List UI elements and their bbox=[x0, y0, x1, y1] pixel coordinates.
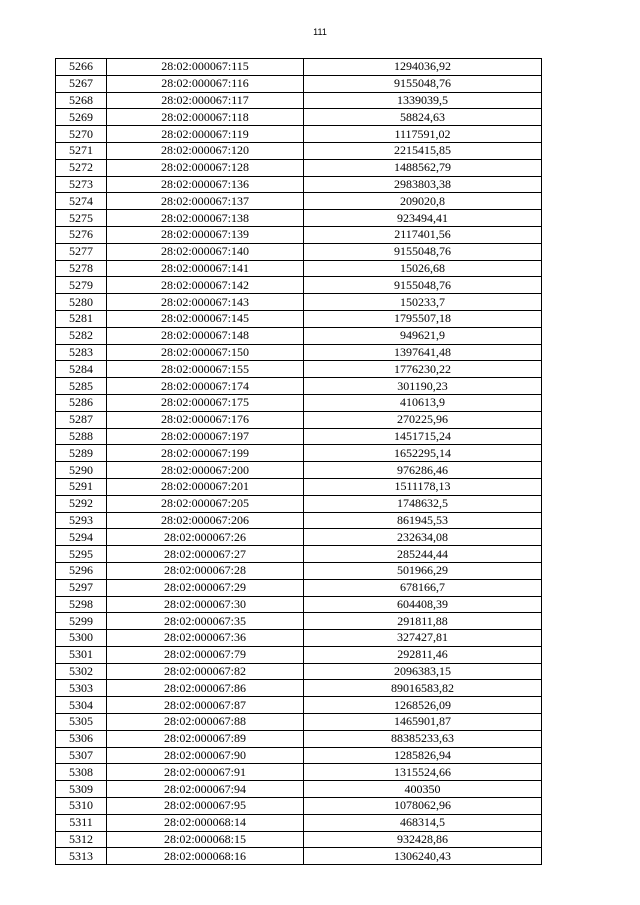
cadastral-number-cell: 28:02:000067:137 bbox=[107, 193, 304, 210]
cadastral-number-cell: 28:02:000067:199 bbox=[107, 445, 304, 462]
row-number-cell: 5276 bbox=[56, 226, 107, 243]
row-number-cell: 5282 bbox=[56, 327, 107, 344]
cadastral-value-cell: 58824,63 bbox=[304, 109, 542, 126]
cadastral-number-cell: 28:02:000067:36 bbox=[107, 630, 304, 647]
row-number-cell: 5311 bbox=[56, 814, 107, 831]
table-row bbox=[56, 613, 542, 630]
cadastral-value-cell: 1511178,13 bbox=[304, 478, 542, 495]
cadastral-number-cell: 28:02:000067:119 bbox=[107, 126, 304, 143]
cadastral-value-cell: 678166,7 bbox=[304, 579, 542, 596]
row-number-cell: 5281 bbox=[56, 310, 107, 327]
cadastral-number-cell: 28:02:000067:139 bbox=[107, 226, 304, 243]
cadastral-number-cell: 28:02:000067:26 bbox=[107, 529, 304, 546]
cadastral-number-cell: 28:02:000067:143 bbox=[107, 294, 304, 311]
row-number-cell: 5285 bbox=[56, 378, 107, 395]
cadastral-number-cell: 28:02:000067:35 bbox=[107, 613, 304, 630]
cadastral-number-cell: 28:02:000067:91 bbox=[107, 764, 304, 781]
row-number-cell: 5273 bbox=[56, 176, 107, 193]
cadastral-value-cell: 9155048,76 bbox=[304, 243, 542, 260]
cadastral-number-cell: 28:02:000067:141 bbox=[107, 260, 304, 277]
cadastral-number-cell: 28:02:000067:200 bbox=[107, 462, 304, 479]
row-number-cell: 5274 bbox=[56, 193, 107, 210]
cadastral-number-cell: 28:02:000067:136 bbox=[107, 176, 304, 193]
row-number-cell: 5306 bbox=[56, 730, 107, 747]
cadastral-number-cell: 28:02:000067:28 bbox=[107, 562, 304, 579]
cadastral-number-cell: 28:02:000068:16 bbox=[107, 848, 304, 865]
table-row bbox=[56, 764, 542, 781]
cadastral-value-cell: 301190,23 bbox=[304, 378, 542, 395]
row-number-cell: 5272 bbox=[56, 159, 107, 176]
table-row bbox=[56, 394, 542, 411]
cadastral-number-cell: 28:02:000067:155 bbox=[107, 361, 304, 378]
row-number-cell: 5291 bbox=[56, 478, 107, 495]
row-number-cell: 5296 bbox=[56, 562, 107, 579]
row-number-cell: 5270 bbox=[56, 126, 107, 143]
row-number-cell: 5300 bbox=[56, 630, 107, 647]
row-number-cell: 5271 bbox=[56, 142, 107, 159]
table-row bbox=[56, 798, 542, 815]
cadastral-value-cell: 291811,88 bbox=[304, 613, 542, 630]
cadastral-number-cell: 28:02:000067:30 bbox=[107, 596, 304, 613]
row-number-cell: 5307 bbox=[56, 747, 107, 764]
cadastral-value-cell: 1306240,43 bbox=[304, 848, 542, 865]
table-row bbox=[56, 159, 542, 176]
cadastral-value-cell: 150233,7 bbox=[304, 294, 542, 311]
row-number-cell: 5286 bbox=[56, 394, 107, 411]
cadastral-number-cell: 28:02:000067:128 bbox=[107, 159, 304, 176]
row-number-cell: 5298 bbox=[56, 596, 107, 613]
cadastral-number-cell: 28:02:000067:79 bbox=[107, 646, 304, 663]
cadastral-value-cell: 15026,68 bbox=[304, 260, 542, 277]
cadastral-value-cell: 9155048,76 bbox=[304, 277, 542, 294]
cadastral-number-cell: 28:02:000067:117 bbox=[107, 92, 304, 109]
row-number-cell: 5295 bbox=[56, 546, 107, 563]
cadastral-number-cell: 28:02:000067:142 bbox=[107, 277, 304, 294]
cadastral-value-cell: 468314,5 bbox=[304, 814, 542, 831]
row-number-cell: 5310 bbox=[56, 798, 107, 815]
cadastral-value-cell: 1776230,22 bbox=[304, 361, 542, 378]
table-row bbox=[56, 478, 542, 495]
table-row bbox=[56, 714, 542, 731]
cadastral-number-cell: 28:02:000067:118 bbox=[107, 109, 304, 126]
table-row bbox=[56, 243, 542, 260]
table-row bbox=[56, 831, 542, 848]
table-row bbox=[56, 462, 542, 479]
row-number-cell: 5279 bbox=[56, 277, 107, 294]
cadastral-value-cell: 861945,53 bbox=[304, 512, 542, 529]
table-row bbox=[56, 495, 542, 512]
row-number-cell: 5304 bbox=[56, 697, 107, 714]
cadastral-value-cell: 1397641,48 bbox=[304, 344, 542, 361]
table-body bbox=[56, 59, 542, 865]
row-number-cell: 5303 bbox=[56, 680, 107, 697]
table-row bbox=[56, 411, 542, 428]
cadastral-value-cell: 270225,96 bbox=[304, 411, 542, 428]
table-row bbox=[56, 814, 542, 831]
table-row bbox=[56, 193, 542, 210]
cadastral-value-cell: 1268526,09 bbox=[304, 697, 542, 714]
cadastral-number-cell: 28:02:000067:115 bbox=[107, 59, 304, 76]
table-row bbox=[56, 142, 542, 159]
cadastral-number-cell: 28:02:000067:206 bbox=[107, 512, 304, 529]
table-row bbox=[56, 546, 542, 563]
cadastral-value-cell: 2983803,38 bbox=[304, 176, 542, 193]
cadastral-value-cell: 932428,86 bbox=[304, 831, 542, 848]
cadastral-number-cell: 28:02:000067:86 bbox=[107, 680, 304, 697]
row-number-cell: 5275 bbox=[56, 210, 107, 227]
table-row bbox=[56, 59, 542, 76]
table-row bbox=[56, 697, 542, 714]
table-row bbox=[56, 445, 542, 462]
cadastral-value-cell: 1795507,18 bbox=[304, 310, 542, 327]
row-number-cell: 5280 bbox=[56, 294, 107, 311]
table-row bbox=[56, 378, 542, 395]
cadastral-value-cell: 89016583,82 bbox=[304, 680, 542, 697]
cadastral-value-cell: 949621,9 bbox=[304, 327, 542, 344]
row-number-cell: 5309 bbox=[56, 781, 107, 798]
table-row bbox=[56, 529, 542, 546]
table-row bbox=[56, 327, 542, 344]
cadastral-number-cell: 28:02:000067:201 bbox=[107, 478, 304, 495]
cadastral-number-cell: 28:02:000067:27 bbox=[107, 546, 304, 563]
table-row bbox=[56, 848, 542, 865]
row-number-cell: 5268 bbox=[56, 92, 107, 109]
table-row bbox=[56, 226, 542, 243]
cadastral-number-cell: 28:02:000067:116 bbox=[107, 75, 304, 92]
table-row bbox=[56, 260, 542, 277]
cadastral-number-cell: 28:02:000067:174 bbox=[107, 378, 304, 395]
cadastral-value-cell: 285244,44 bbox=[304, 546, 542, 563]
cadastral-value-cell: 923494,41 bbox=[304, 210, 542, 227]
cadastral-number-cell: 28:02:000068:15 bbox=[107, 831, 304, 848]
row-number-cell: 5267 bbox=[56, 75, 107, 92]
cadastral-number-cell: 28:02:000067:82 bbox=[107, 663, 304, 680]
cadastral-number-cell: 28:02:000067:205 bbox=[107, 495, 304, 512]
table-row bbox=[56, 310, 542, 327]
cadastral-value-cell: 9155048,76 bbox=[304, 75, 542, 92]
row-number-cell: 5297 bbox=[56, 579, 107, 596]
cadastral-value-cell: 976286,46 bbox=[304, 462, 542, 479]
cadastral-value-table bbox=[55, 58, 542, 865]
cadastral-number-cell: 28:02:000067:90 bbox=[107, 747, 304, 764]
table-row bbox=[56, 646, 542, 663]
table-row bbox=[56, 630, 542, 647]
cadastral-value-cell: 2096383,15 bbox=[304, 663, 542, 680]
table-row bbox=[56, 109, 542, 126]
row-number-cell: 5308 bbox=[56, 764, 107, 781]
cadastral-value-cell: 1748632,5 bbox=[304, 495, 542, 512]
table-row bbox=[56, 176, 542, 193]
cadastral-number-cell: 28:02:000067:88 bbox=[107, 714, 304, 731]
row-number-cell: 5269 bbox=[56, 109, 107, 126]
page-number: 111 bbox=[313, 27, 327, 37]
cadastral-number-cell: 28:02:000067:87 bbox=[107, 697, 304, 714]
table-row bbox=[56, 210, 542, 227]
cadastral-number-cell: 28:02:000067:120 bbox=[107, 142, 304, 159]
cadastral-number-cell: 28:02:000067:95 bbox=[107, 798, 304, 815]
row-number-cell: 5278 bbox=[56, 260, 107, 277]
row-number-cell: 5293 bbox=[56, 512, 107, 529]
cadastral-value-cell: 1285826,94 bbox=[304, 747, 542, 764]
table-row bbox=[56, 596, 542, 613]
table-row bbox=[56, 344, 542, 361]
cadastral-value-cell: 232634,08 bbox=[304, 529, 542, 546]
cadastral-number-cell: 28:02:000067:89 bbox=[107, 730, 304, 747]
row-number-cell: 5289 bbox=[56, 445, 107, 462]
row-number-cell: 5283 bbox=[56, 344, 107, 361]
row-number-cell: 5302 bbox=[56, 663, 107, 680]
cadastral-value-cell: 1078062,96 bbox=[304, 798, 542, 815]
row-number-cell: 5287 bbox=[56, 411, 107, 428]
table-row bbox=[56, 92, 542, 109]
cadastral-value-cell: 400350 bbox=[304, 781, 542, 798]
cadastral-value-cell: 292811,46 bbox=[304, 646, 542, 663]
row-number-cell: 5299 bbox=[56, 613, 107, 630]
table-row bbox=[56, 428, 542, 445]
row-number-cell: 5294 bbox=[56, 529, 107, 546]
cadastral-value-cell: 1117591,02 bbox=[304, 126, 542, 143]
cadastral-value-cell: 604408,39 bbox=[304, 596, 542, 613]
row-number-cell: 5288 bbox=[56, 428, 107, 445]
cadastral-value-cell: 410613,9 bbox=[304, 394, 542, 411]
table-row bbox=[56, 512, 542, 529]
cadastral-value-cell: 1465901,87 bbox=[304, 714, 542, 731]
cadastral-number-cell: 28:02:000067:176 bbox=[107, 411, 304, 428]
table-row bbox=[56, 294, 542, 311]
row-number-cell: 5284 bbox=[56, 361, 107, 378]
cadastral-number-cell: 28:02:000067:140 bbox=[107, 243, 304, 260]
cadastral-number-cell: 28:02:000067:94 bbox=[107, 781, 304, 798]
cadastral-value-cell: 2215415,85 bbox=[304, 142, 542, 159]
cadastral-value-cell: 1652295,14 bbox=[304, 445, 542, 462]
cadastral-number-cell: 28:02:000068:14 bbox=[107, 814, 304, 831]
table-row bbox=[56, 747, 542, 764]
cadastral-value-cell: 2117401,56 bbox=[304, 226, 542, 243]
cadastral-value-cell: 1315524,66 bbox=[304, 764, 542, 781]
cadastral-value-cell: 1488562,79 bbox=[304, 159, 542, 176]
cadastral-number-cell: 28:02:000067:148 bbox=[107, 327, 304, 344]
table-row bbox=[56, 361, 542, 378]
cadastral-number-cell: 28:02:000067:197 bbox=[107, 428, 304, 445]
cadastral-value-cell: 501966,29 bbox=[304, 562, 542, 579]
table-row bbox=[56, 562, 542, 579]
table-row bbox=[56, 75, 542, 92]
table-row bbox=[56, 277, 542, 294]
cadastral-value-cell: 88385233,63 bbox=[304, 730, 542, 747]
table-row bbox=[56, 680, 542, 697]
row-number-cell: 5305 bbox=[56, 714, 107, 731]
row-number-cell: 5301 bbox=[56, 646, 107, 663]
cadastral-number-cell: 28:02:000067:29 bbox=[107, 579, 304, 596]
row-number-cell: 5313 bbox=[56, 848, 107, 865]
row-number-cell: 5292 bbox=[56, 495, 107, 512]
row-number-cell: 5266 bbox=[56, 59, 107, 76]
row-number-cell: 5290 bbox=[56, 462, 107, 479]
cadastral-number-cell: 28:02:000067:145 bbox=[107, 310, 304, 327]
table-row bbox=[56, 579, 542, 596]
table-row bbox=[56, 663, 542, 680]
table-row bbox=[56, 730, 542, 747]
row-number-cell: 5277 bbox=[56, 243, 107, 260]
cadastral-value-cell: 1451715,24 bbox=[304, 428, 542, 445]
cadastral-value-cell: 327427,81 bbox=[304, 630, 542, 647]
table-row bbox=[56, 781, 542, 798]
cadastral-value-cell: 209020,8 bbox=[304, 193, 542, 210]
table-row bbox=[56, 126, 542, 143]
cadastral-value-cell: 1294036,92 bbox=[304, 59, 542, 76]
cadastral-number-cell: 28:02:000067:138 bbox=[107, 210, 304, 227]
cadastral-value-cell: 1339039,5 bbox=[304, 92, 542, 109]
row-number-cell: 5312 bbox=[56, 831, 107, 848]
cadastral-number-cell: 28:02:000067:150 bbox=[107, 344, 304, 361]
cadastral-number-cell: 28:02:000067:175 bbox=[107, 394, 304, 411]
